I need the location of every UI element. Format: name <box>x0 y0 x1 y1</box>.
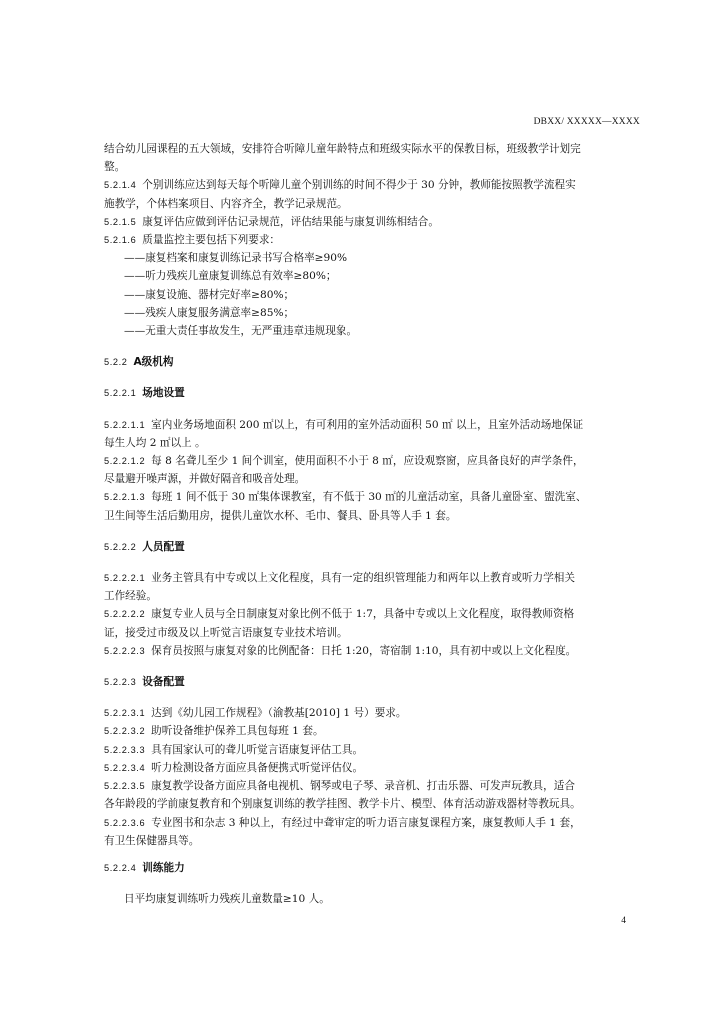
clause-number: 5.2.2.3.4 <box>104 762 146 773</box>
clause-text: 每班 1 间不低于 30 ㎡集体课教室，有不低于 30 ㎡的儿童活动室，具备儿童卧室、盥洗室、 <box>151 491 587 504</box>
clause-number: 5.2.2.1.2 <box>104 456 146 467</box>
clause <box>104 759 640 777</box>
paragraph: 施教学，个体档案项目、内容齐全，教学记录规范。 <box>104 197 348 210</box>
clause-number: 5.2.2.2.1 <box>104 573 146 584</box>
clause <box>104 488 640 506</box>
section-number: 5.2.2.2 <box>104 541 137 552</box>
list-item: ——听力残疾儿童康复训练总有效率≥80%； <box>124 270 337 283</box>
clause-number: 5.2.2.2.2 <box>104 609 146 620</box>
clause-number: 5.2.2.1.3 <box>104 492 146 503</box>
document-code-header: DBXX/ XXXXX—XXXX <box>533 117 640 127</box>
clause-number: 5.2.2.3.1 <box>104 708 146 719</box>
paragraph: 证，接受过市级及以上听觉言语康复专业技术培训。 <box>104 626 348 639</box>
clause-text: 康复专业人员与全日制康复对象比例不低于 1:7，具备中专或以上文化程度，取得教师资格 <box>151 608 575 621</box>
clause-text: 每 8 名聋儿至少 1 间个训室，使用面积不小于 8 ㎡，应设观察窗，应具备良好的声学条件， <box>151 455 584 468</box>
clause <box>104 569 640 587</box>
clause-number: 5.2.2.3.6 <box>104 817 146 828</box>
clause-text: 室内业务场地面积 200 ㎡以上，有可利用的室外活动面积 50 ㎡ 以上，且室外活动场地保证 <box>151 418 584 431</box>
clause-text: 个别训练应达到每天每个听障儿童个别训练的时间不得少于 30 分钟，教师能按照教学流程实 <box>142 179 576 192</box>
clause <box>104 722 640 740</box>
clause <box>104 642 640 660</box>
clause <box>104 741 640 759</box>
paragraph: 各年龄段的学前康复教育和个别康复训练的教学挂图、教学卡片、模型、体育活动游戏器材等教玩具。 <box>104 798 581 811</box>
clause-text: 听力检测设备方面应具备便携式听觉评估仪。 <box>151 761 364 774</box>
paragraph: 尽量避开噪声源，并做好隔音和吸音处理。 <box>104 473 306 486</box>
section-heading-5-2-2-2 <box>104 538 640 556</box>
paragraph: 日平均康复训练听力残疾儿童数量≥10 人。 <box>124 893 330 906</box>
section-title: 人员配置 <box>142 540 185 553</box>
clause-5-2-1-4 <box>104 176 640 194</box>
list-item: ——残疾人康复服务满意率≥85%； <box>124 306 295 319</box>
section-title: 设备配置 <box>142 676 185 689</box>
paragraph: 有卫生保健器具等。 <box>104 834 200 847</box>
clause-text: 具有国家认可的聋儿听觉言语康复评估工具。 <box>151 743 364 756</box>
clause-text: 专业图书和杂志 3 种以上，有经过中聋审定的听力语言康复课程方案，康复教师人手 1 套， <box>151 816 581 829</box>
clause-text: 质量监控主要包括下列要求： <box>142 234 281 247</box>
clause-number: 5.2.1.4 <box>104 180 137 191</box>
clause-text: 达到《幼儿园工作规程》（渝教基[2010] 1 号）要求。 <box>151 707 407 720</box>
paragraph: 结合幼儿园课程的五大领域，安排符合听障儿童年龄特点和班级实际水平的保教目标，班级教学计划完 <box>104 143 581 155</box>
section-title: 训练能力 <box>142 861 185 874</box>
page-number: 4 <box>621 916 626 926</box>
section-number: 5.2.2 <box>104 357 128 368</box>
clause-number: 5.2.2.3.2 <box>104 726 146 737</box>
clause-number: 5.2.2.3.5 <box>104 781 146 792</box>
clause-5-2-1-5 <box>104 213 640 231</box>
clause-text: 保育员按照与康复对象的比例配备：日托 1:20，寄宿制 1:10，具有初中或以上文化程度。 <box>151 644 577 657</box>
document-body <box>104 140 640 908</box>
list-item: ——康复档案和康复训练记录书写合格率≥90% <box>124 252 348 265</box>
section-heading-5-2-2-3 <box>104 673 640 691</box>
clause <box>104 704 640 722</box>
paragraph: 工作经验。 <box>104 590 157 603</box>
list-item: ——无重大责任事故发生，无严重违章违规现象。 <box>124 325 358 338</box>
clause-5-2-1-6 <box>104 231 640 249</box>
section-number: 5.2.2.4 <box>104 862 137 873</box>
clause-number: 5.2.2.2.3 <box>104 645 146 656</box>
section-heading-5-2-2 <box>104 353 640 371</box>
clause <box>104 814 640 832</box>
clause <box>104 452 640 470</box>
clause-number: 5.2.2.3.3 <box>104 744 146 755</box>
section-heading-5-2-2-4 <box>104 859 640 877</box>
list-item: ——康复设施、器材完好率≥80%； <box>124 288 295 301</box>
section-number: 5.2.2.1 <box>104 388 137 399</box>
clause-text: 助听设备维护保养工具包每班 1 套。 <box>151 725 324 738</box>
section-number: 5.2.2.3 <box>104 677 137 688</box>
paragraph: 卫生间等生活后勤用房，提供儿童饮水杯、毛巾、餐具、卧具等人手 1 套。 <box>104 509 457 522</box>
paragraph: 整。 <box>104 161 126 174</box>
clause <box>104 777 640 795</box>
clause-number: 5.2.2.1.1 <box>104 419 146 430</box>
section-heading-5-2-2-1 <box>104 384 640 402</box>
clause-number: 5.2.1.5 <box>104 216 137 227</box>
clause-text: 康复评估应做到评估记录规范，评估结果能与康复训练相结合。 <box>142 215 439 228</box>
clause-text: 康复教学设备方面应具备电视机、钢琴或电子琴、录音机、打击乐器、可发声玩教具，适合 <box>151 780 575 793</box>
clause-number: 5.2.1.6 <box>104 235 137 246</box>
clause-text: 业务主管具有中专或以上文化程度，具有一定的组织管理能力和两年以上教育或听力学相关 <box>151 572 575 585</box>
section-title: 场地设置 <box>142 387 185 400</box>
paragraph: 每生人均 2 ㎡以上 。 <box>104 436 206 449</box>
clause <box>104 416 640 434</box>
section-title: A级机构 <box>133 356 174 369</box>
clause <box>104 605 640 623</box>
